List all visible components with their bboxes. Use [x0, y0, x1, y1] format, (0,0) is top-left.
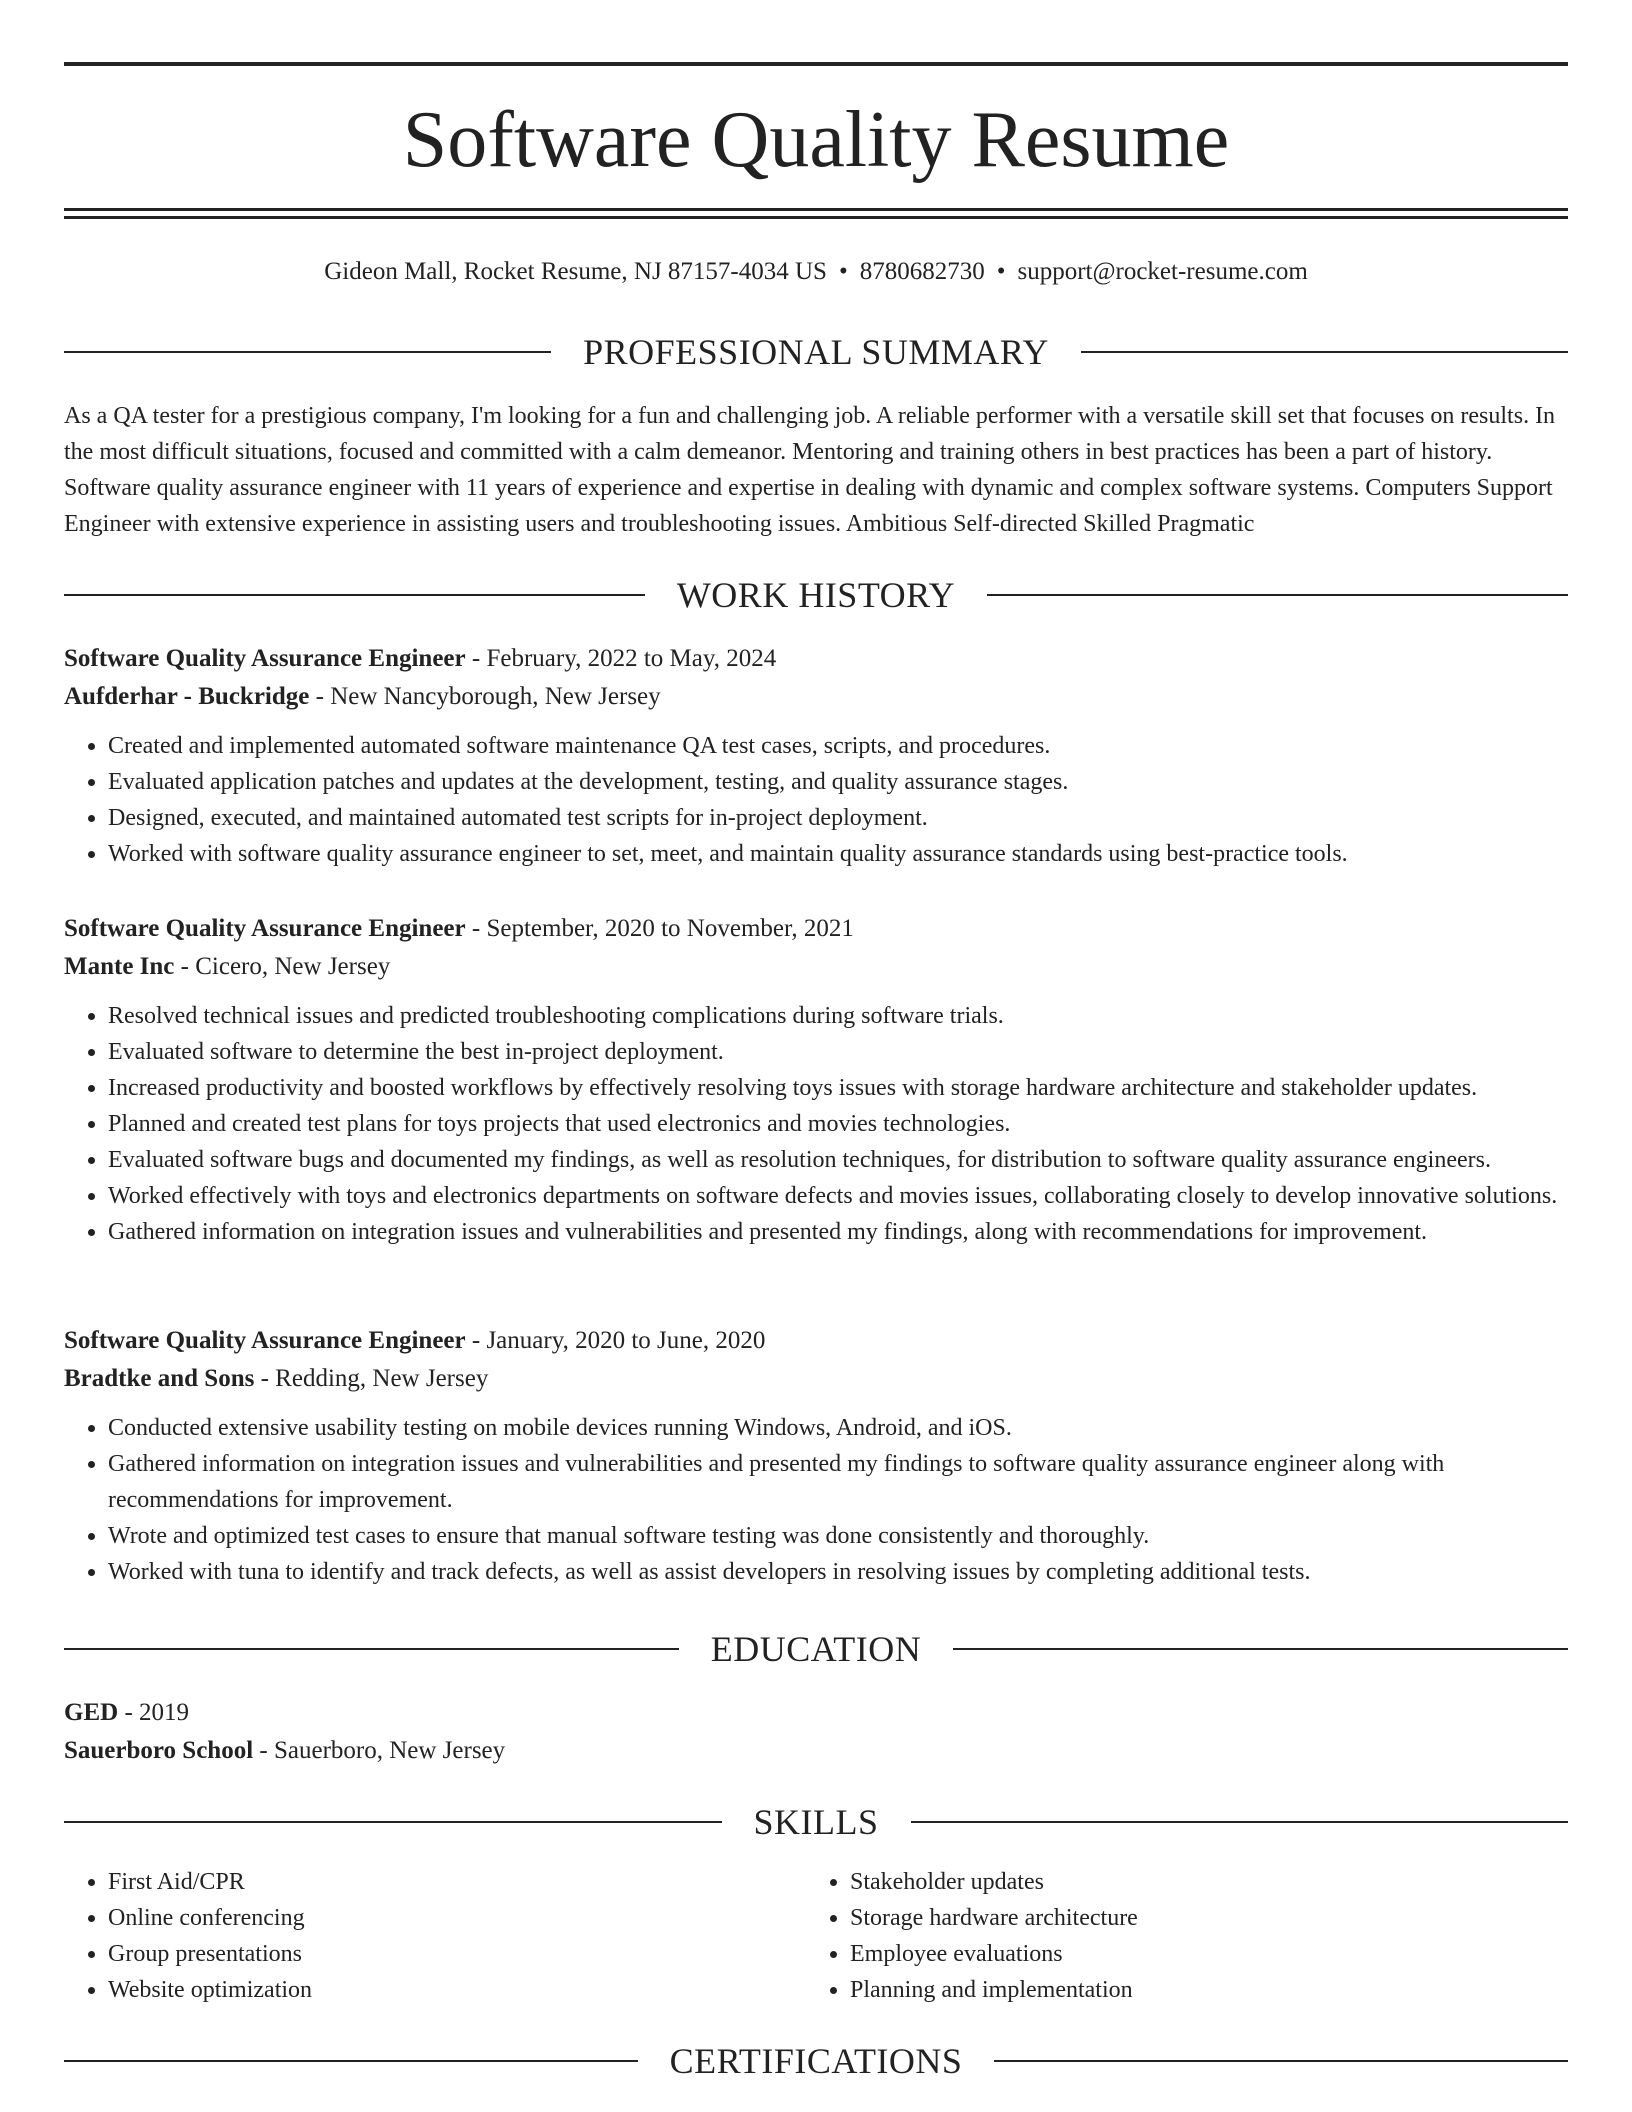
- education-location: - Sauerboro, New Jersey: [253, 1737, 506, 1764]
- job-bullet: • Evaluated software bugs and documented my findings, as well as resolution techniques, for distribution to software quality assurance engineers.: [108, 1142, 1568, 1178]
- divider-line: [953, 1648, 1568, 1650]
- skill-item: • Website optimization: [108, 1972, 806, 2008]
- job-company: Bradtke and Sons: [64, 1365, 255, 1392]
- job-bullet: • Evaluated application patches and updates at the development, testing, and quality assurance stages.: [108, 764, 1568, 800]
- contact-line: [64, 254, 1568, 290]
- job-company: Mante Inc: [64, 953, 175, 980]
- education-entry: [64, 1694, 1568, 1770]
- job-location: - Cicero, New Jersey: [174, 953, 391, 980]
- skill-item: • Employee evaluations: [850, 1936, 1548, 1972]
- job-bullet: • Evaluated software to determine the best in-project deployment.: [108, 1034, 1568, 1070]
- skill-item: • First Aid/CPR: [108, 1864, 806, 1900]
- education-school-line: [64, 1732, 1568, 1770]
- job-dates: - January, 2020 to June, 2020: [465, 1327, 766, 1354]
- section-header-work: [64, 573, 1568, 617]
- section-title-work: WORK HISTORY: [676, 575, 956, 615]
- job-company-line: [64, 1360, 1568, 1398]
- job-bullet: • Increased productivity and boosted workflows by effectively resolving toys issues with storage hardware architecture and stakeholder updates.: [108, 1070, 1568, 1106]
- job-bullets: [64, 728, 1568, 872]
- section-title-certifications: CERTIFICATIONS: [669, 2041, 963, 2081]
- divider-line: [64, 2060, 638, 2062]
- skill-item: • Group presentations: [108, 1936, 806, 1972]
- job-bullet: • Gathered information on integration issues and vulnerabilities and presented my findings, along with recommendations for improvement.: [108, 1214, 1568, 1250]
- skill-item: • Planning and implementation: [850, 1972, 1548, 2008]
- job-bullet: • Worked with software quality assurance engineer to set, meet, and maintain quality assurance standards using best-practice tools.: [108, 836, 1568, 872]
- education-degree-line: [64, 1694, 1568, 1732]
- title-rule-upper: [64, 208, 1568, 211]
- job-bullets: [64, 1410, 1568, 1590]
- job-company: Aufderhar - Buckridge: [64, 683, 310, 710]
- contact-phone: 8780682730: [859, 258, 985, 285]
- job-bullet: • Gathered information on integration issues and vulnerabilities and presented my findings to software quality assurance engineer along with recommendations for improvement.: [108, 1446, 1568, 1518]
- job-location: - Redding, New Jersey: [254, 1365, 489, 1392]
- skills-list: [64, 1864, 1568, 2008]
- job-bullet: • Wrote and optimized test cases to ensure that manual software testing was done consistently and thoroughly.: [108, 1518, 1568, 1554]
- section-header-skills: [64, 1800, 1568, 1844]
- resume-title: Software Quality Resume: [402, 96, 1230, 184]
- divider-line: [994, 2060, 1568, 2062]
- skills-column-left: [64, 1864, 806, 2008]
- education-degree: GED: [64, 1699, 119, 1726]
- job-title: Software Quality Assurance Engineer: [64, 645, 466, 672]
- job-title-line: [64, 910, 1568, 948]
- top-rule: [64, 62, 1568, 66]
- section-header-certifications: [64, 2039, 1568, 2083]
- contact-email: support@rocket-resume.com: [1017, 258, 1308, 285]
- job-bullet: • Created and implemented automated software maintenance QA test cases, scripts, and procedures.: [108, 728, 1568, 764]
- contact-separator: •: [838, 258, 848, 285]
- divider-line: [64, 1648, 679, 1650]
- divider-line: [1081, 351, 1568, 353]
- summary-text: As a QA tester for a prestigious company, I'm looking for a fun and challenging job. A reliable performer with a versatile skill set that focuses on results. In the most difficult situations, focused and committed with a calm demeanor. Mentoring and training others in best practices has been a part of history. Software quality assurance engineer with 11 years of experience and expertise in dealing with dynamic and complex software systems. Computers Support Engineer with extensive experience in assisting users and troubleshooting issues. Ambitious Self-directed Skilled Pragmatic: [64, 403, 1556, 537]
- skill-item: • Storage hardware architecture: [850, 1900, 1548, 1936]
- skills-column-right: [806, 1864, 1548, 2008]
- job-title: Software Quality Assurance Engineer: [64, 1327, 466, 1354]
- divider-line: [64, 1821, 722, 1823]
- section-title-summary: PROFESSIONAL SUMMARY: [583, 332, 1049, 372]
- skill-item: • Online conferencing: [108, 1900, 806, 1936]
- contact-address: Gideon Mall, Rocket Resume, NJ 87157-4034 US: [324, 258, 827, 285]
- section-header-summary: [64, 330, 1568, 374]
- job-title-line: [64, 1322, 1568, 1360]
- job-company-line: [64, 948, 1568, 986]
- job-dates: - September, 2020 to November, 2021: [465, 915, 854, 942]
- divider-line: [911, 1821, 1569, 1823]
- job-bullet: • Resolved technical issues and predicted troubleshooting complications during software trials.: [108, 998, 1568, 1034]
- education-school: Sauerboro School: [64, 1737, 254, 1764]
- contact-separator: •: [996, 258, 1006, 285]
- job-entry-1: [64, 640, 1568, 872]
- section-header-education: [64, 1627, 1568, 1671]
- education-year: - 2019: [118, 1699, 190, 1726]
- title-rule-lower: [64, 216, 1568, 219]
- job-location: - New Nancyborough, New Jersey: [309, 683, 661, 710]
- job-bullet: • Designed, executed, and maintained automated test scripts for in-project deployment.: [108, 800, 1568, 836]
- job-entry-3: [64, 1322, 1568, 1590]
- job-title-line: [64, 640, 1568, 678]
- job-company-line: [64, 678, 1568, 716]
- job-bullet: • Planned and created test plans for toys projects that used electronics and movies technologies.: [108, 1106, 1568, 1142]
- job-bullets: [64, 998, 1568, 1250]
- job-dates: - February, 2022 to May, 2024: [465, 645, 777, 672]
- section-title-skills: SKILLS: [753, 1802, 879, 1842]
- section-title-education: EDUCATION: [710, 1629, 922, 1669]
- job-bullet: • Conducted extensive usability testing on mobile devices running Windows, Android, and iOS.: [108, 1410, 1568, 1446]
- divider-line: [64, 594, 645, 596]
- job-entry-2: [64, 910, 1568, 1250]
- job-bullet: • Worked with tuna to identify and track defects, as well as assist developers in resolving issues by completing additional tests.: [108, 1554, 1568, 1590]
- divider-line: [64, 351, 551, 353]
- divider-line: [987, 594, 1568, 596]
- skill-item: • Stakeholder updates: [850, 1864, 1548, 1900]
- job-title: Software Quality Assurance Engineer: [64, 915, 466, 942]
- job-bullet: • Worked effectively with toys and electronics departments on software defects and movies issues, collaborating closely to develop innovative solutions.: [108, 1178, 1568, 1214]
